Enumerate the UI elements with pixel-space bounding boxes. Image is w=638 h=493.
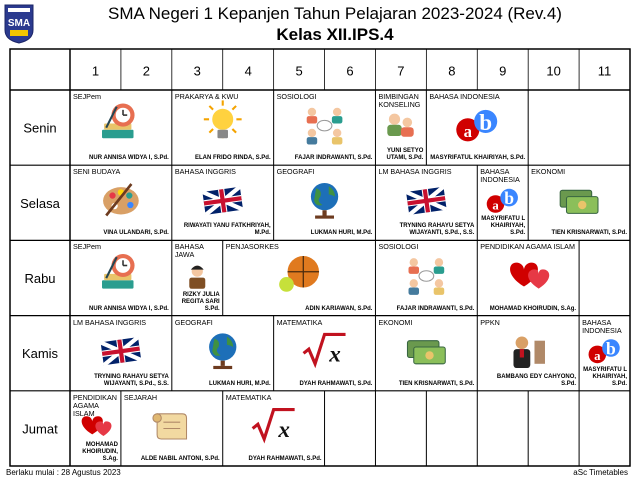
teacher-name: TRYNING RAHAYU SETYA WIJAYANTI, S.Pd., S.S. bbox=[94, 373, 169, 387]
svg-text:x: x bbox=[329, 340, 341, 367]
teacher-name: TIEN KRISNARWATI, S.Pd. bbox=[551, 230, 627, 237]
svg-text:a: a bbox=[492, 198, 499, 213]
teacher-name: FAJAR INDRAWANTI, S.Pd. bbox=[396, 305, 475, 312]
period-header: 6 bbox=[346, 63, 354, 79]
day-label: Senin bbox=[23, 120, 57, 136]
subject-label: BAHASA INDONESIA bbox=[582, 318, 622, 335]
javanese-icon bbox=[189, 266, 205, 289]
teacher-name: MOHAMAD KHOIRUDIN, S.Ag. bbox=[82, 442, 118, 462]
class-subtitle: Kelas XII.IPS.4 bbox=[276, 25, 394, 44]
speaker-icon bbox=[513, 337, 545, 369]
page-title: SMA Negeri 1 Kepanjen Tahun Pelajaran 2023-2024 (Rev.4) bbox=[108, 4, 562, 23]
subject-label: PENDIDIKAN AGAMA ISLAM bbox=[73, 393, 117, 418]
hearts-icon bbox=[510, 263, 549, 289]
counseling-icon bbox=[387, 114, 413, 137]
subject-label: SEJARAH bbox=[123, 393, 158, 402]
scroll-icon bbox=[153, 414, 187, 439]
palette-icon bbox=[103, 184, 139, 216]
software-credit: aSc Timetables bbox=[573, 468, 628, 477]
teacher-name: LUKMAN HURI, M.Pd. bbox=[208, 380, 271, 387]
teacher-name: RIZKY JULIA REGITA SARI S.Pd. bbox=[181, 291, 220, 312]
teacher-name: BAMBANG EDY CAHYONO, S.Pd. bbox=[496, 373, 577, 387]
subject-label: BAHASA JAWA bbox=[174, 243, 204, 260]
teacher-name: NUR ANNISA WIDYA I, S.Pd. bbox=[89, 305, 169, 312]
svg-text:a: a bbox=[594, 349, 601, 363]
sqrt-icon bbox=[304, 334, 346, 366]
teacher-name: LUKMAN HURI, M.Pd. bbox=[310, 230, 373, 237]
teacher-name: YUNI SETYO UTAMI, S.Pd. bbox=[386, 148, 424, 162]
svg-text:b: b bbox=[606, 338, 616, 359]
globe-icon bbox=[311, 183, 338, 219]
teacher-name: ALDE NABIL ANTONI, S.Pd. bbox=[140, 456, 220, 462]
teacher-name: MASYRIFATUL KHAIRIYAH, S.Pd. bbox=[430, 155, 526, 162]
period-header: 9 bbox=[499, 63, 507, 79]
subject-label: GEOGRAFI bbox=[276, 168, 315, 177]
subject-label: EKONOMI bbox=[531, 168, 566, 177]
teacher-name: ADIN KARIAWAN, S.Pd. bbox=[305, 305, 373, 312]
subject-label: MATEMATIKA bbox=[225, 393, 272, 402]
subject-label: PENDIDIKAN AGAMA ISLAM bbox=[480, 243, 575, 252]
day-label: Rabu bbox=[24, 271, 56, 286]
hearts-icon bbox=[82, 416, 112, 436]
period-header: 2 bbox=[142, 63, 150, 79]
svg-text:b: b bbox=[504, 188, 515, 208]
balls-icon bbox=[279, 256, 319, 292]
teacher-name: MASYRIFATU L KHAIRIYAH, S.Pd. bbox=[583, 366, 627, 387]
globe-icon bbox=[209, 333, 236, 369]
day-label: Selasa bbox=[20, 195, 60, 211]
uk-flag-icon bbox=[101, 337, 142, 365]
day-label: Jumat bbox=[22, 421, 58, 437]
period-header: 8 bbox=[448, 63, 456, 79]
period-header: 1 bbox=[91, 63, 100, 79]
subject-label: SEJPem bbox=[73, 243, 101, 252]
subject-label: SOSIOLOGI bbox=[378, 243, 419, 252]
subject-label: SENI BUDAYA bbox=[73, 168, 121, 177]
letters-icon bbox=[589, 338, 620, 363]
subject-label: BIMBINGAN KONSELING bbox=[378, 93, 421, 109]
subject-label: BAHASA INGGRIS bbox=[174, 168, 236, 177]
subject-label: PENJASORKES bbox=[225, 243, 279, 252]
teacher-name: MOHAMAD KHOIRUDIN, S.Ag. bbox=[489, 305, 577, 312]
subject-label: BAHASA INDONESIA bbox=[480, 168, 520, 185]
teacher-name: NUR ANNISA WIDYA I, S.Pd. bbox=[89, 155, 169, 162]
day-label: Kamis bbox=[21, 346, 59, 362]
history-icon bbox=[102, 254, 135, 289]
uk-flag-icon bbox=[406, 187, 447, 215]
letters-icon bbox=[487, 188, 518, 213]
teacher-name: DYAH RAHMAWATI, S.Pd. bbox=[248, 456, 322, 462]
teacher-name: TRYNING RAHAYU SETYA WIJAYANTI, S.Pd., S.S. bbox=[399, 223, 475, 237]
money-icon bbox=[407, 341, 445, 364]
teacher-name: MASYRIFATU L KHAIRIYAH, S.Pd. bbox=[481, 216, 526, 237]
subject-label: SEJPem bbox=[73, 93, 101, 101]
uk-flag-icon bbox=[202, 187, 243, 215]
period-header: 7 bbox=[397, 63, 405, 79]
subject-label: GEOGRAFI bbox=[174, 318, 213, 327]
letters-icon bbox=[456, 109, 497, 142]
people-icon bbox=[307, 108, 343, 145]
svg-text:SMA: SMA bbox=[7, 18, 31, 29]
subject-label: PRAKARYA & KWU bbox=[174, 93, 239, 101]
subject-label: EKONOMI bbox=[378, 318, 413, 327]
subject-label: BAHASA INDONESIA bbox=[429, 93, 500, 101]
history-icon bbox=[102, 104, 135, 139]
teacher-name: FAJAR INDRAWANTI, S.Pd. bbox=[294, 155, 373, 162]
money-icon bbox=[560, 190, 598, 213]
period-header: 3 bbox=[193, 63, 201, 79]
valid-from-text: Berlaku mulai : 28 Agustus 2023 bbox=[6, 468, 121, 477]
teacher-name: RIWAYATI YANU FATKHRIYAH, M.Pd. bbox=[183, 223, 271, 237]
teacher-name: DYAH RAHMAWATI, S.Pd. bbox=[299, 380, 373, 387]
teacher-name: VINA ULANDARI, S.Pd. bbox=[103, 230, 169, 237]
subject-label: LM BAHASA INGGRIS bbox=[73, 318, 147, 327]
people-icon bbox=[409, 258, 445, 295]
svg-text:x: x bbox=[278, 415, 290, 442]
svg-text:b: b bbox=[479, 108, 493, 135]
svg-text:a: a bbox=[463, 122, 473, 142]
subject-label: SOSIOLOGI bbox=[276, 93, 317, 101]
period-header: 11 bbox=[597, 63, 612, 79]
subject-label: LM BAHASA INGGRIS bbox=[378, 168, 452, 177]
sqrt-icon bbox=[253, 410, 295, 442]
subject-label: MATEMATIKA bbox=[276, 318, 323, 327]
teacher-name: ELAN FRIDO RINDA, S.Pd. bbox=[194, 155, 271, 162]
period-header: 10 bbox=[546, 63, 561, 79]
period-header: 5 bbox=[295, 63, 303, 79]
lightbulb-icon bbox=[204, 100, 242, 138]
teacher-name: TIEN KRISNARWATI, S.Pd. bbox=[398, 380, 475, 387]
period-header: 4 bbox=[244, 63, 252, 79]
subject-label: PPKN bbox=[480, 318, 500, 327]
